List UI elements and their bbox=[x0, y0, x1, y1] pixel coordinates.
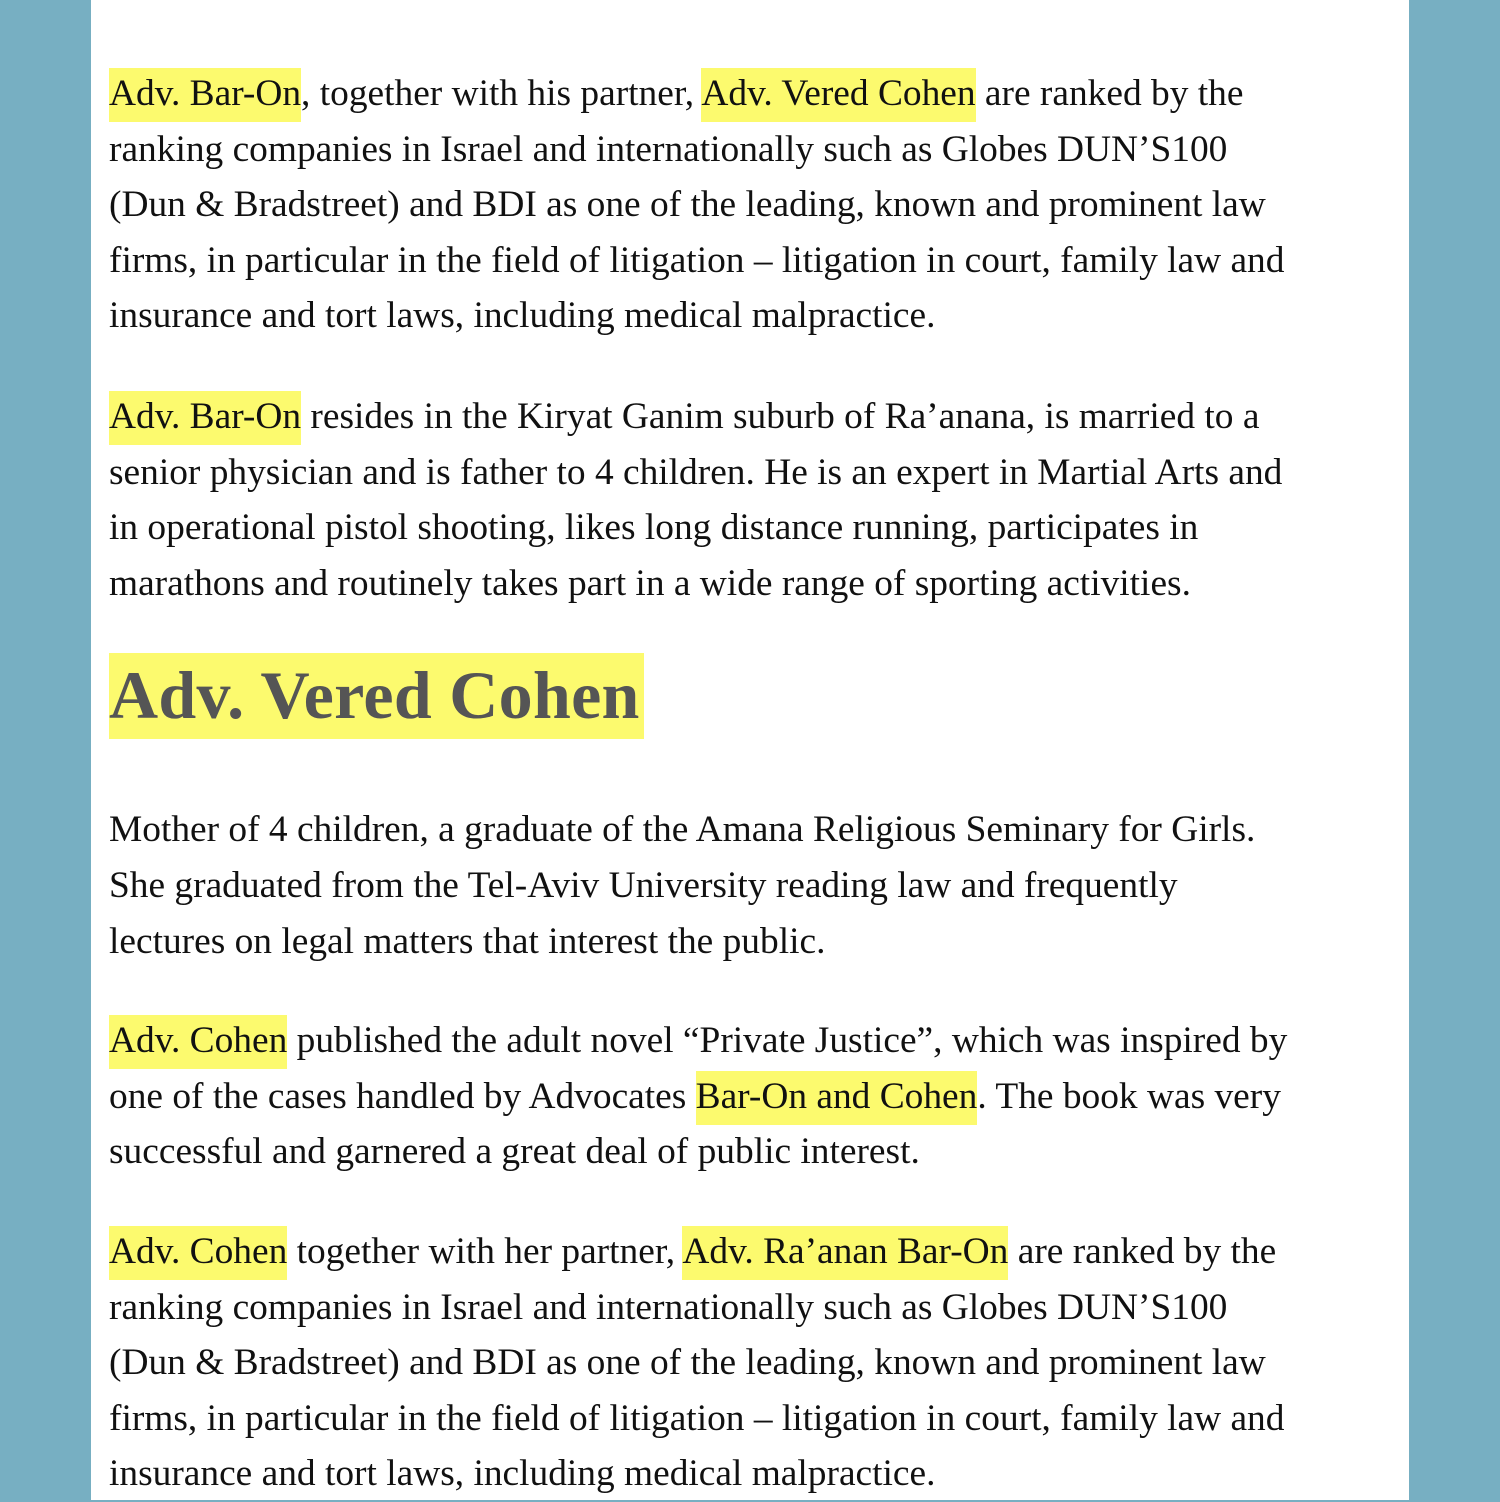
text-line bbox=[109, 1224, 1394, 1280]
highlighted-name: Adv. Bar-On bbox=[109, 68, 301, 122]
text-line bbox=[109, 389, 1394, 445]
highlighted-name: Adv. Vered Cohen bbox=[701, 68, 975, 122]
text-line: insurance and tort laws, including medical malpractice. bbox=[109, 1453, 936, 1495]
text-line: ranking companies in Israel and internationally such as Globes DUN’S100 bbox=[109, 1286, 1228, 1328]
highlighted-name: Adv. Cohen bbox=[109, 1226, 287, 1280]
text-line bbox=[109, 66, 1394, 122]
text-line bbox=[109, 1013, 1394, 1069]
paragraph-cohen-novel bbox=[109, 1013, 1394, 1180]
text-run: one of the cases handled by Advocates bbox=[109, 1075, 696, 1117]
text-line: insurance and tort laws, including medical malpractice. bbox=[109, 295, 936, 337]
highlighted-name: Adv. Ra’anan Bar-On bbox=[682, 1226, 1008, 1280]
text-run: . The book was very bbox=[977, 1075, 1281, 1117]
text-line: (Dun & Bradstreet) and BDI as one of the leading, known and prominent law bbox=[109, 184, 1266, 226]
document-content bbox=[109, 66, 1394, 1502]
text-line: marathons and routinely takes part in a wide range of sporting activities. bbox=[109, 562, 1191, 604]
text-run: are ranked by the bbox=[975, 73, 1244, 114]
text-line: successful and garnered a great deal of public interest. bbox=[109, 1131, 920, 1173]
document-page bbox=[91, 0, 1409, 1500]
text-run: resides in the Kiryat Ganim suburb of Ra’anana, is married to a bbox=[301, 395, 1260, 437]
text-line: firms, in particular in the field of litigation – litigation in court, family law and bbox=[109, 239, 1285, 281]
text-line: She graduated from the Tel-Aviv University reading law and frequently bbox=[109, 864, 1178, 906]
text-run: are ranked by the bbox=[1008, 1230, 1277, 1272]
text-run: published the adult novel “Private Justice”, which was inspired by bbox=[287, 1020, 1288, 1062]
text-line: ranking companies in Israel and internationally such as Globes DUN’S100 bbox=[109, 128, 1228, 170]
highlighted-name: Bar-On and Cohen bbox=[696, 1071, 978, 1125]
text-run: together with her partner, bbox=[287, 1230, 683, 1272]
text-line: lectures on legal matters that interest the public. bbox=[109, 920, 826, 962]
paragraph-bar-on-ranking bbox=[109, 66, 1394, 344]
text-run: , together with his partner, bbox=[301, 73, 702, 114]
text-line: in operational pistol shooting, likes long distance running, participates in bbox=[109, 507, 1199, 549]
paragraph-cohen-ranking bbox=[109, 1224, 1394, 1502]
paragraph-cohen-bio bbox=[109, 802, 1394, 969]
section-heading: Adv. Vered Cohen bbox=[109, 653, 644, 739]
paragraph-bar-on-personal bbox=[109, 389, 1394, 611]
text-line: firms, in particular in the field of litigation – litigation in court, family law and bbox=[109, 1397, 1285, 1439]
highlighted-name: Adv. Bar-On bbox=[109, 391, 301, 445]
text-line bbox=[109, 1069, 1394, 1125]
section-heading-wrap bbox=[109, 653, 1394, 751]
text-line: (Dun & Bradstreet) and BDI as one of the leading, known and prominent law bbox=[109, 1342, 1266, 1384]
text-line: senior physician and is father to 4 children. He is an expert in Martial Arts and bbox=[109, 451, 1283, 493]
highlighted-name: Adv. Cohen bbox=[109, 1015, 287, 1069]
text-line: Mother of 4 children, a graduate of the Amana Religious Seminary for Girls. bbox=[109, 809, 1256, 851]
